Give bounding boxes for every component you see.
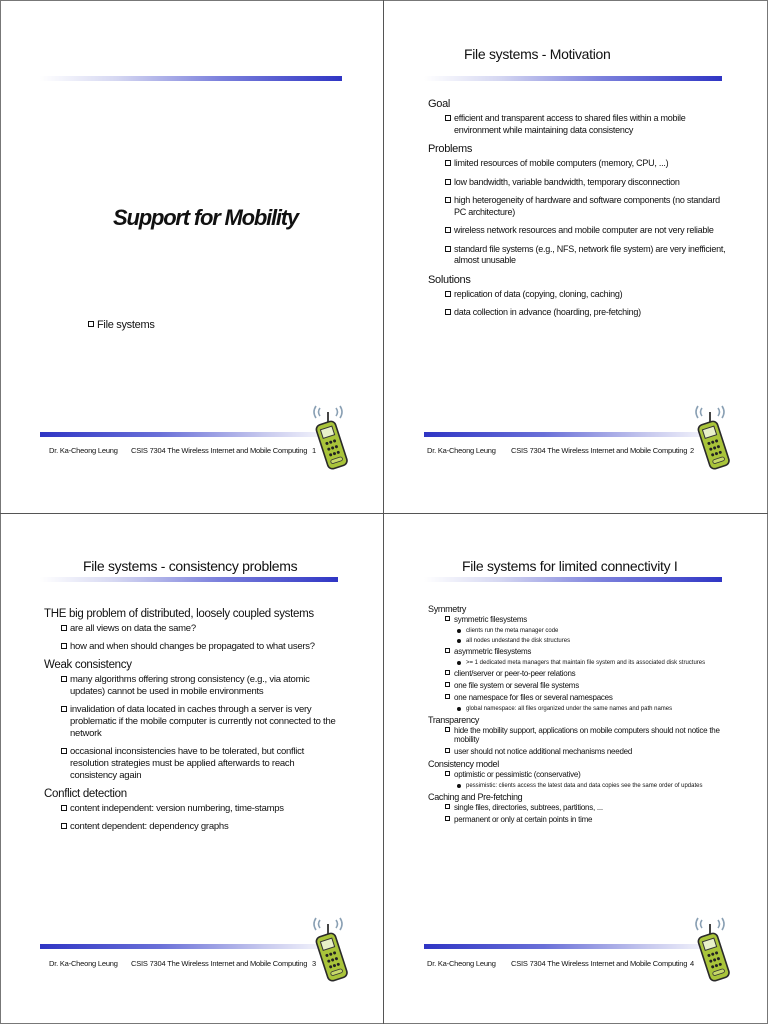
bullet-item <box>428 158 726 170</box>
checkbox-bullet-icon <box>61 625 67 631</box>
footer-course: CSIS 7304 The Wireless Internet and Mobile Computing <box>511 446 688 455</box>
sub-bullet-text: global namespace: all files organized under the same names and path names <box>466 706 673 712</box>
section-heading: Caching and Pre-fetching <box>428 792 523 802</box>
bullet-item <box>428 815 724 824</box>
checkbox-bullet-icon <box>445 246 451 252</box>
checkbox-bullet-icon <box>445 727 450 732</box>
sub-bullet-item <box>428 637 728 645</box>
page-number: 3 <box>312 959 316 968</box>
checkbox-bullet-icon <box>61 643 67 649</box>
footer-author: Dr. Ka-Cheong Leung <box>427 446 496 455</box>
bullet-text: content dependent: dependency graphs <box>70 821 229 832</box>
sub-bullet-item <box>428 627 728 635</box>
bullet-item <box>44 641 342 653</box>
bullet-item <box>428 615 724 624</box>
slide-title: File systems for limited connectivity I <box>462 558 678 574</box>
checkbox-bullet-icon <box>61 805 67 811</box>
bullet-text: optimistic or pessimistic (conservative) <box>454 770 581 779</box>
sub-bullet-item <box>428 659 728 667</box>
slide-1 <box>0 0 383 512</box>
top-accent-bar <box>424 577 722 582</box>
section-heading: Problems <box>428 143 473 155</box>
bullet-text: occasional inconsistencies have to be tolerated, but conflict resolution strategies must be applied afterwards to reach consistency again <box>70 746 305 781</box>
section-heading: Transparency <box>428 715 480 725</box>
bullet-item <box>428 681 724 690</box>
slide-content <box>428 92 728 326</box>
slide-4 <box>384 514 767 1026</box>
bullet-item <box>428 113 726 136</box>
checkbox-bullet-icon <box>445 291 451 297</box>
bullet-item <box>428 195 726 218</box>
footer-author: Dr. Ka-Cheong Leung <box>49 959 118 968</box>
bullet-item <box>428 177 726 189</box>
bullet-item <box>428 307 726 319</box>
dot-bullet-icon <box>457 629 461 633</box>
bullet-text: File systems <box>97 319 155 331</box>
checkbox-bullet-icon <box>445 309 451 315</box>
sub-bullet-text: all nodes undestand the disk structures <box>466 638 571 644</box>
slide-3 <box>0 514 383 1026</box>
bullet-item <box>428 244 726 267</box>
bullet-text: standard file systems (e.g., NFS, network file system) are very inefficient, almost unusable <box>454 243 726 265</box>
bullet-item <box>428 803 724 812</box>
bullet-item <box>44 803 342 815</box>
sub-bullet-item <box>428 782 728 790</box>
dot-bullet-icon <box>457 639 461 643</box>
top-accent-bar <box>40 577 338 582</box>
footer-course: CSIS 7304 The Wireless Internet and Mobile Computing <box>131 959 308 968</box>
bullet-item <box>428 289 726 301</box>
section-heading: Consistency model <box>428 759 499 769</box>
bottom-accent-bar <box>424 432 722 437</box>
checkbox-bullet-icon <box>445 227 451 233</box>
checkbox-bullet-icon <box>445 771 450 776</box>
checkbox-bullet-icon <box>445 648 450 653</box>
top-accent-bar <box>40 76 342 81</box>
bottom-accent-bar <box>40 432 338 437</box>
bullet-text: one namespace for files or several namespaces <box>454 693 613 702</box>
bullet-text: efficient and transparent access to shared files within a mobile environment while maintaining data consistency <box>454 113 686 135</box>
bullet-item <box>428 669 724 678</box>
section-heading: Conflict detection <box>44 788 127 800</box>
bullet-text: content independent: version numbering, time-stamps <box>70 803 284 814</box>
checkbox-bullet-icon <box>61 676 67 682</box>
checkbox-bullet-icon <box>445 748 450 753</box>
slide-title: File systems - Motivation <box>464 46 611 62</box>
bullet-item <box>44 704 342 740</box>
checkbox-bullet-icon <box>445 670 450 675</box>
checkbox-bullet-icon <box>61 706 67 712</box>
section-heading: Weak consistency <box>44 659 132 671</box>
checkbox-bullet-icon <box>445 197 451 203</box>
checkbox-bullet-icon <box>445 804 450 809</box>
bullet-text: data collection in advance (hoarding, pre-fetching) <box>454 307 641 317</box>
bullet-text: invalidation of data located in caches through a server is very problematic if the mobile computer is currently not connected to the network <box>70 704 336 739</box>
slide-title: Support for Mobility <box>113 205 298 230</box>
bullet-text: replication of data (copying, cloning, caching) <box>454 288 623 299</box>
mobile-phone-icon <box>688 400 736 472</box>
bullet-text: are all views on data the same? <box>70 623 196 634</box>
bullet-text: wireless network resources and mobile computer are not very reliable <box>454 225 714 235</box>
bullet-item <box>428 726 724 744</box>
bullet-text: permanent or only at certain points in time <box>454 815 593 824</box>
dot-bullet-icon <box>457 661 461 665</box>
mobile-phone-icon <box>688 912 736 984</box>
mobile-phone-icon <box>306 400 354 472</box>
sub-bullet-text: clients run the meta manager code <box>466 628 559 634</box>
bullet-text: single files, directories, subtrees, partitions, ... <box>454 803 603 812</box>
bullet-text: hide the mobility support, applications on mobile computers should not notice the mobility <box>454 726 720 744</box>
section-heading: Symmetry <box>428 604 467 614</box>
footer-author: Dr. Ka-Cheong Leung <box>427 959 496 968</box>
bullet-text: symmetric filesystems <box>454 615 527 624</box>
section-heading: THE big problem of distributed, loosely coupled systems <box>44 608 314 620</box>
bullet-item <box>428 747 724 756</box>
mobile-phone-icon <box>306 912 354 984</box>
bottom-accent-bar <box>424 944 722 949</box>
bullet-item <box>44 674 342 698</box>
bullet-text: user should not notice additional mechanisms needed <box>454 747 633 756</box>
slide-2 <box>384 0 767 512</box>
bullet-item <box>44 821 342 833</box>
bullet-item <box>428 693 724 702</box>
bullet-text: how and when should changes be propagated to what users? <box>70 641 315 652</box>
page-number: 4 <box>690 959 694 968</box>
bottom-accent-bar <box>40 944 338 949</box>
bullet-text: high heterogeneity of hardware and software components (no standard PC architecture) <box>454 195 720 217</box>
sub-bullet-text: pessimistic: clients access the latest data and data copies see the same order of updates <box>466 783 703 789</box>
checkbox-bullet-icon <box>88 321 94 327</box>
checkbox-bullet-icon <box>445 616 450 621</box>
checkbox-bullet-icon <box>445 179 451 185</box>
bullet-text: many algorithms offering strong consistency (e.g., via atomic updates) cannot be used in mobile environments <box>70 674 310 697</box>
dot-bullet-icon <box>457 784 461 788</box>
slide-title: File systems - consistency problems <box>83 558 298 574</box>
dot-bullet-icon <box>457 707 461 711</box>
checkbox-bullet-icon <box>445 816 450 821</box>
sub-bullet-text: >= 1 dedicated meta managers that maintain file system and its associated disk structures <box>466 660 706 666</box>
footer-course: CSIS 7304 The Wireless Internet and Mobile Computing <box>131 446 308 455</box>
sub-bullet-item <box>428 705 728 713</box>
footer-author: Dr. Ka-Cheong Leung <box>49 446 118 455</box>
slide-content <box>428 602 728 827</box>
bullet-item <box>428 225 726 237</box>
checkbox-bullet-icon <box>445 694 450 699</box>
page-number: 1 <box>312 446 316 455</box>
checkbox-bullet-icon <box>445 682 450 687</box>
bullet-text: low bandwidth, variable bandwidth, temporary disconnection <box>454 176 680 187</box>
footer-course: CSIS 7304 The Wireless Internet and Mobile Computing <box>511 959 688 968</box>
bullet-item <box>428 647 724 656</box>
checkbox-bullet-icon <box>445 115 451 121</box>
section-heading: Goal <box>428 98 451 110</box>
bullet-item <box>88 319 155 331</box>
bullet-text: asymmetric filesystems <box>454 647 532 656</box>
bullet-item <box>428 770 724 779</box>
bullet-item <box>44 746 342 782</box>
checkbox-bullet-icon <box>445 160 451 166</box>
bullet-text: limited resources of mobile computers (memory, CPU, ...) <box>454 158 669 168</box>
checkbox-bullet-icon <box>61 748 67 754</box>
slide-content <box>44 602 344 839</box>
bullet-item <box>44 623 342 635</box>
section-heading: Solutions <box>428 273 471 286</box>
bullet-text: one file system or several file systems <box>454 681 579 690</box>
page-number: 2 <box>690 446 694 455</box>
top-accent-bar <box>424 76 722 81</box>
bullet-text: client/server or peer-to-peer relations <box>454 669 576 678</box>
checkbox-bullet-icon <box>61 823 67 829</box>
